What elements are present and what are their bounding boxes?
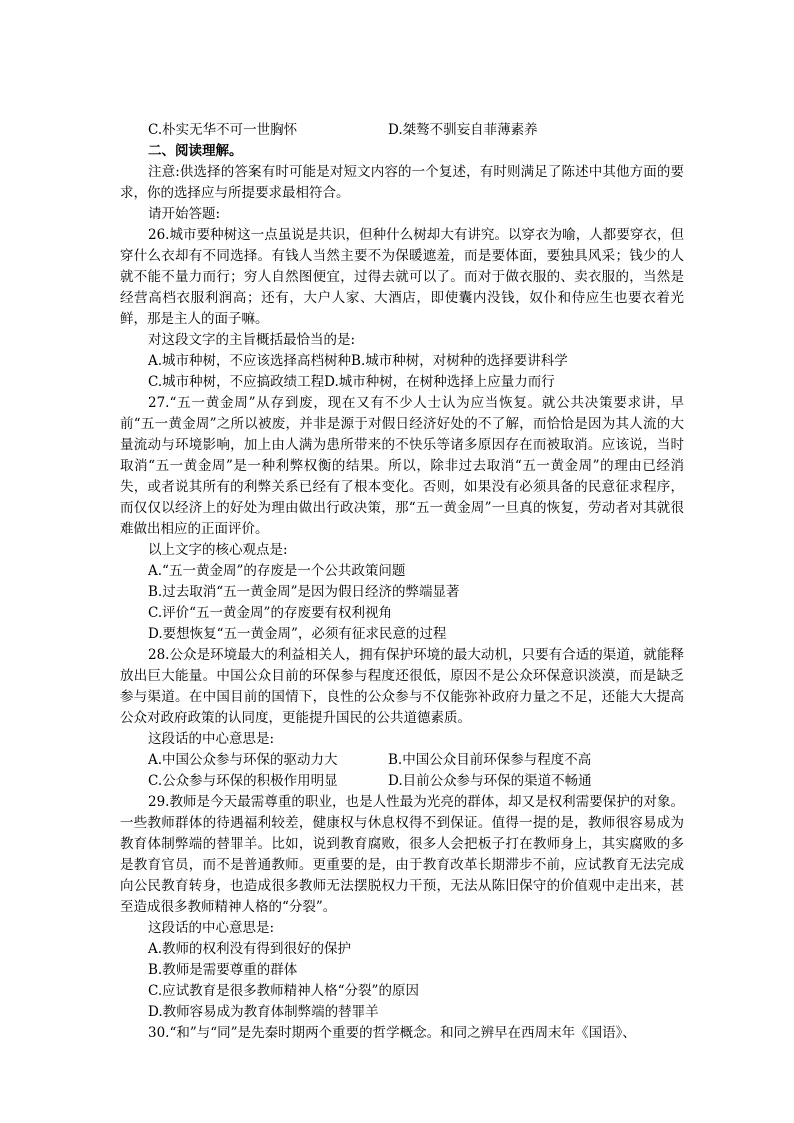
q29-option-a: A.教师的权利没有得到很好的保护 (148, 941, 352, 957)
q29-option-d: D.教师容易成为教育体制弊端的替罪羊 (148, 1004, 379, 1020)
q27-option-d: D.要想恢复“五一黄金周”，必须有征求民意的过程 (148, 626, 447, 642)
option-c: C.朴实无华不可一世胸怀 (148, 122, 298, 138)
question-29-prompt: 这段话的中心意思是: (148, 920, 275, 936)
q26-option-a: A.城市种树，不应该选择高档树种 (148, 353, 352, 369)
question-30-text: 30.“和”与“同”是先秦时期两个重要的哲学概念。和同之辨早在西周末年《国语》、 (148, 1025, 636, 1041)
q27-option-b: B.过去取消“五一黄金周”是因为假日经济的弊端显著 (148, 584, 460, 600)
question-29-text: 29.教师是今天最需尊重的职业，也是人性最为光亮的群体，却又是权利需要保护的对象。一些教师群体的待遇福利较差，健康权与休息权得不到保证。值得一提的是，教师很容易成为教育体制弊端的替罪羊。比如，说到教育腐败，很多人会把板子打在教师身上，其实腐败的多是教育官员，而不是普通教师。更重要的是，由于教育改革长期滞步不前，应试教育无法完成向公民教育转身，也造成很多教师无法摆脱权力干预，无法从陈旧保守的价值观中走出来，甚至造成很多教师精神人格的“分裂”。 (120, 794, 684, 915)
question-26-options-cd (120, 372, 684, 393)
q27-option-c: C.评价“五一黄金周”的存废要有权利视角 (148, 605, 392, 621)
q29-option-b: B.教师是需要尊重的群体 (148, 962, 298, 978)
question-28-options-cd (120, 771, 684, 792)
section-title: 二、阅读理解。 (148, 143, 243, 159)
option-d: D.桀骜不驯妄自菲薄素养 (388, 122, 538, 138)
question-27-text: 27.“五一黄金周”从存到废，现在又有不少人士认为应当恢复。就公共决策要求讲，早前“五一黄金周”之所以被废，并非是源于对假日经济好处的不了解，而恰恰是因为其人流的大量流动与环境影响，加上由人满为患所带来的不快乐等诸多原因存在而被取消。应该说，当时取消“五一黄金周”是一种利弊权衡的结果。所以，除非过去取消“五一黄金周”的理由已经消失，或者说其所有的利弊关系已经有了根本变化。否则，如果没有必须具备的民意征求程序，而仅仅以经济上的好处为理由做出行政决策，那“五一黄金周”一旦真的恢复，劳动者对其就很难做出相应的正面评价。 (120, 395, 684, 537)
q28-option-a: A.中国公众参与环保的驱动力大 (148, 752, 338, 768)
question-26-prompt: 对这段文字的主旨概括最恰当的是: (148, 332, 356, 348)
question-26-options-ab (120, 351, 684, 372)
q27-option-a: A.“五一黄金周”的存废是一个公共政策问题 (148, 563, 406, 579)
q26-option-b: B.城市种树，对树种的选择要讲科学 (351, 353, 568, 369)
question-28-options-ab (120, 750, 684, 771)
q28-option-b: B.中国公众目前环保参与程度不高 (388, 752, 592, 768)
question-28-prompt: 这段话的中心意思是: (148, 731, 275, 747)
q28-option-d: D.目前公众参与环保的渠道不畅通 (388, 773, 592, 789)
question-26-text: 26.城市要种树这一点虽说是共识，但种什么树却大有讲究。以穿衣为喻，人都要穿衣，但穿什么衣却有不同选择。有钱人当然主要不为保暖遮羞，而是要体面，要独具风采；钱少的人就不能不量力而行；穷人自然图便宜，过得去就可以了。而对于做衣服的、卖衣服的，当然是经营高档衣服利润高；还有，大户人家、大酒店，即使囊内没钱，奴仆和侍应生也要衣着光鲜，那是主人的面子嘛。 (120, 227, 684, 327)
notice-paragraph: 注意:供选择的答案有时可能是对短文内容的一个复述，有时则满足了陈述中其他方面的要求，你的选择应与所提要求最相符合。 (120, 164, 684, 201)
options-row-cd (120, 120, 684, 141)
q26-option-c: C.城市种树，不应搞政绩工程 (148, 374, 325, 390)
q29-option-c: C.应试教育是很多教师精神人格“分裂”的原因 (148, 983, 419, 999)
question-27-prompt: 以上文字的核心观点是: (148, 542, 288, 558)
question-28-text: 28.公众是环境最大的利益相关人，拥有保护环境的最大动机，只要有合适的渠道，就能释放出巨大能量。中国公众目前的环保参与程度还很低，原因不是公众环保意识淡漠，而是缺乏参与渠道。在中国目前的国情下，良性的公众参与不仅能弥补政府力量之不足，还能大大提高公众对政府政策的认同度，更能提升国民的公共道德素质。 (120, 647, 684, 726)
q26-option-d: D.城市种树，在树种选择上应量力而行 (324, 374, 555, 390)
start-instruction: 请开始答题: (148, 206, 221, 222)
q28-option-c: C.公众参与环保的积极作用明显 (148, 773, 338, 789)
